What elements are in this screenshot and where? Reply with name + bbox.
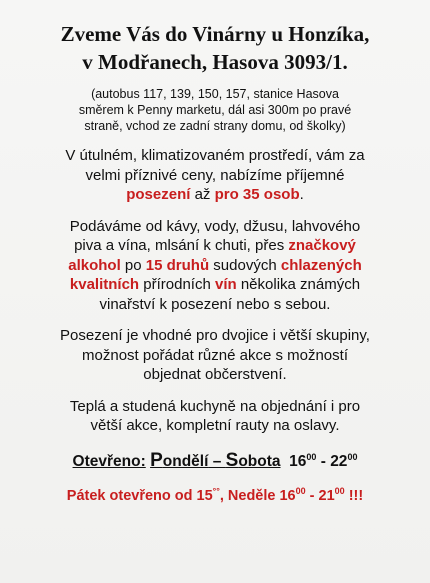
hours-open-h: 16 — [289, 452, 307, 470]
p3-line-1: Posezení je vhodné pro dvojice i větší skupiny, — [60, 327, 370, 344]
highlight-znackovy: značkový — [288, 237, 356, 254]
hours-dash: – — [208, 452, 226, 470]
highlight-capacity: pro 35 osob — [214, 186, 300, 203]
p1-dot: . — [299, 186, 304, 203]
directions-note — [20, 86, 410, 134]
flyer-title — [14, 20, 416, 76]
p1-line-2: velmi příznivé ceny, nabízíme příjemné — [85, 166, 345, 184]
highlight-alkohol: alkohol — [68, 256, 121, 274]
friday-sunday-hours — [14, 486, 416, 506]
friday-text-3: - 21 — [305, 487, 335, 504]
friday-sup-1: °° — [212, 485, 220, 496]
friday-text-4: !!! — [344, 487, 364, 504]
p2-line-1: Podáváme od kávy, vody, džusu, lahvového — [69, 217, 361, 235]
groups-paragraph — [14, 326, 416, 385]
ambience-paragraph — [14, 146, 416, 205]
friday-text-1: Pátek otevřeno od 15 — [66, 487, 213, 504]
hours-sep: - — [316, 452, 331, 470]
friday-sup-3: 00 — [334, 485, 345, 496]
opening-hours — [14, 451, 416, 472]
highlight-druhu: 15 druhů — [145, 256, 210, 274]
hours-label: Otevřeno: — [72, 452, 146, 470]
hours-days — [150, 449, 281, 471]
title-line-2: v Modřanech, Hasova 3093/1. — [82, 50, 348, 74]
hours-ondeli: ondělí — [162, 452, 209, 470]
p2-nekolika: několika známých — [236, 276, 361, 293]
hours-close-m: 00 — [347, 451, 358, 462]
p2-line-5: vinařství k posezení nebo s sebou. — [99, 295, 331, 313]
p2-line-2: piva a vína, mlsání k chuti, přes — [74, 237, 289, 254]
highlight-kvalitnich: kvalitních — [69, 276, 140, 293]
hours-obota: obota — [238, 452, 281, 470]
p4-line-1: Teplá a studená kuchyně na objednání i pro — [69, 397, 361, 415]
hours-p: P — [150, 449, 163, 471]
title-line-1: Zveme Vás do Vinárny u Honzíka, — [60, 22, 370, 46]
highlight-posezeni: posezení — [126, 186, 191, 203]
friday-sup-2: 00 — [295, 485, 306, 496]
friday-text-2: , Neděle 16 — [219, 487, 296, 504]
kitchen-paragraph — [14, 397, 416, 436]
p1-line-1: V útulném, klimatizovaném prostředí, vám za — [65, 147, 365, 164]
highlight-vin: vín — [214, 276, 237, 293]
hours-open-m: 00 — [306, 451, 317, 462]
p2-prirodnich: přírodních — [139, 276, 215, 293]
highlight-chlazenych: chlazených — [280, 256, 362, 274]
p3-line-3: objednat občerstvení. — [143, 366, 287, 383]
note-line-3: straně, vchod ze zadní strany domu, od školky) — [84, 119, 346, 133]
hours-close-h: 22 — [330, 452, 348, 470]
p2-sudovych: sudových — [209, 256, 281, 274]
note-line-1: (autobus 117, 139, 150, 157, stanice Hasova — [91, 87, 339, 101]
p2-po: po — [120, 256, 146, 274]
offer-paragraph — [14, 217, 416, 315]
p4-line-2: větší akce, kompletní rauty na oslavy. — [90, 417, 340, 434]
p3-line-2: možnost pořádat různé akce s možností — [82, 346, 348, 364]
hours-s: S — [225, 449, 239, 471]
p1-az: až — [190, 186, 215, 203]
note-line-2: směrem k Penny marketu, dál asi 300m po pravé — [78, 103, 352, 117]
